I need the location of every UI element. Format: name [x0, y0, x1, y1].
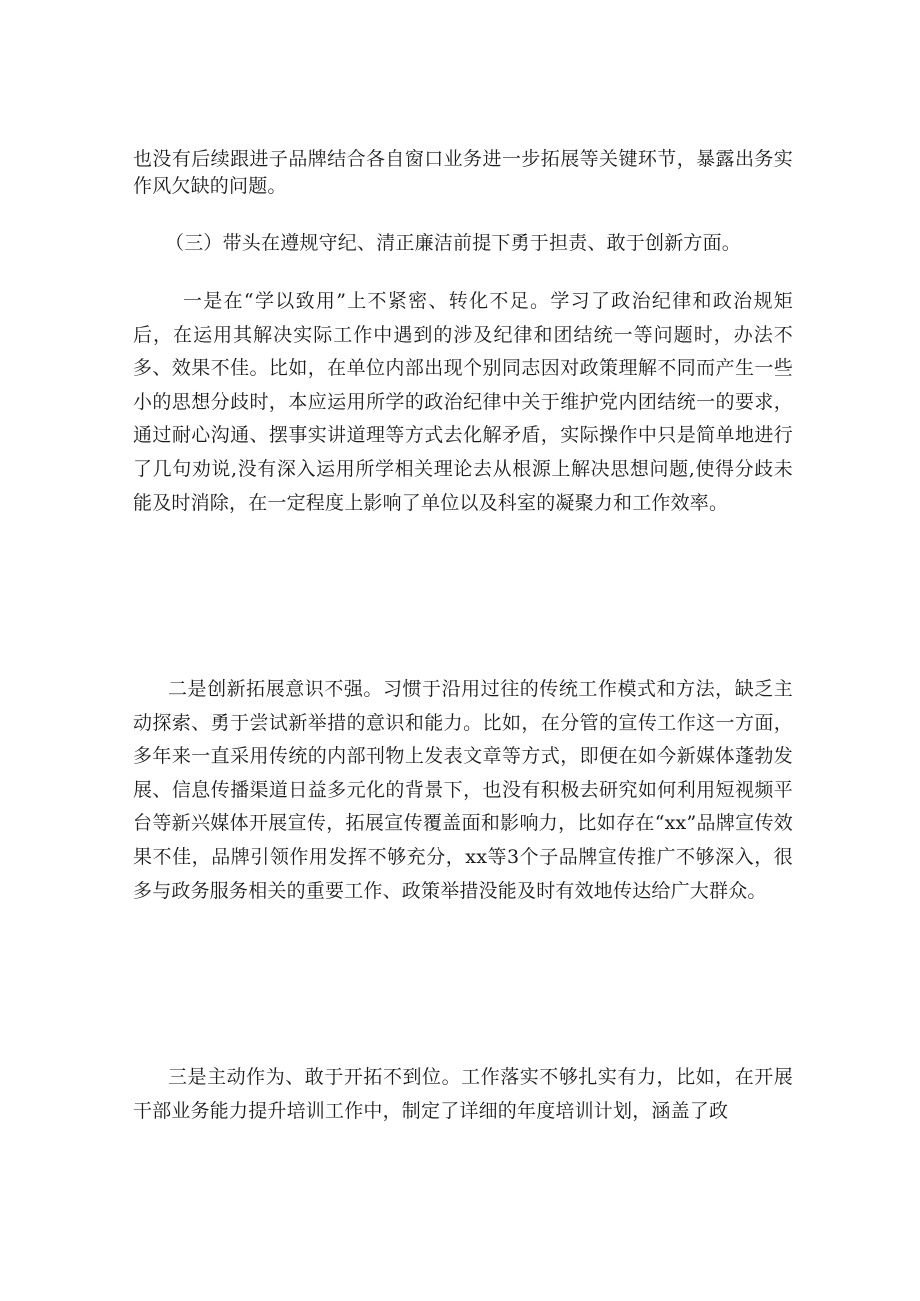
paragraph-point-three: 三是主动作为、敢于开拓不到位。工作落实不够扎实有力，比如，在开展干部业务能力提升培训工作中，制定了详细的年度培训计划，涵盖了政	[133, 1066, 793, 1122]
paragraph-continuation: 也没有后续跟进子品牌结合各自窗口业务进一步拓展等关键环节，暴露出务实作风欠缺的问题。	[133, 148, 793, 197]
paragraph-point-one: 一是在“学以致用”上不紧密、转化不足。学习了政治纪律和政治规矩后，在运用其解决实际工作中遇到的涉及纪律和团结统一等问题时，办法不多、效果不佳。比如，在单位内部出现个别同志因对政策理解不同而产生一些小的思想分歧时，本应运用所学的政治纪律中关于维护党内团结统一的要求，通过耐心沟通、摆事实讲道理等方式去化解矛盾，实际操作中只是简单地进行了几句劝说,没有深入运用所学相关理论去从根源上解决思想问题,使得分歧未能及时消除，在一定程度上影响了单位以及科室的凝聚力和工作效率。	[133, 290, 793, 514]
section-heading: （三）带头在遵规守纪、清正廉洁前提下勇于担责、敢于创新方面。	[165, 232, 742, 254]
paragraph-point-two: 二是创新拓展意识不强。习惯于沿用过往的传统工作模式和方法，缺乏主动探索、勇于尝试新举措的意识和能力。比如，在分管的宣传工作这一方面，多年来一直采用传统的内部刊物上发表文章等方式，即便在如今新媒体蓬勃发展、信息传播渠道日益多元化的背景下，也没有积极去研究如何利用短视频平台等新兴媒体开展宣传，拓展宣传覆盖面和影响力，比如存在“xx”品牌宣传效果不佳，品牌引领作用发挥不够充分，xx等3个子品牌宣传推广不够深入，很多与政务服务相关的重要工作、政策举措没能及时有效地传达给广大群众。	[133, 678, 793, 902]
